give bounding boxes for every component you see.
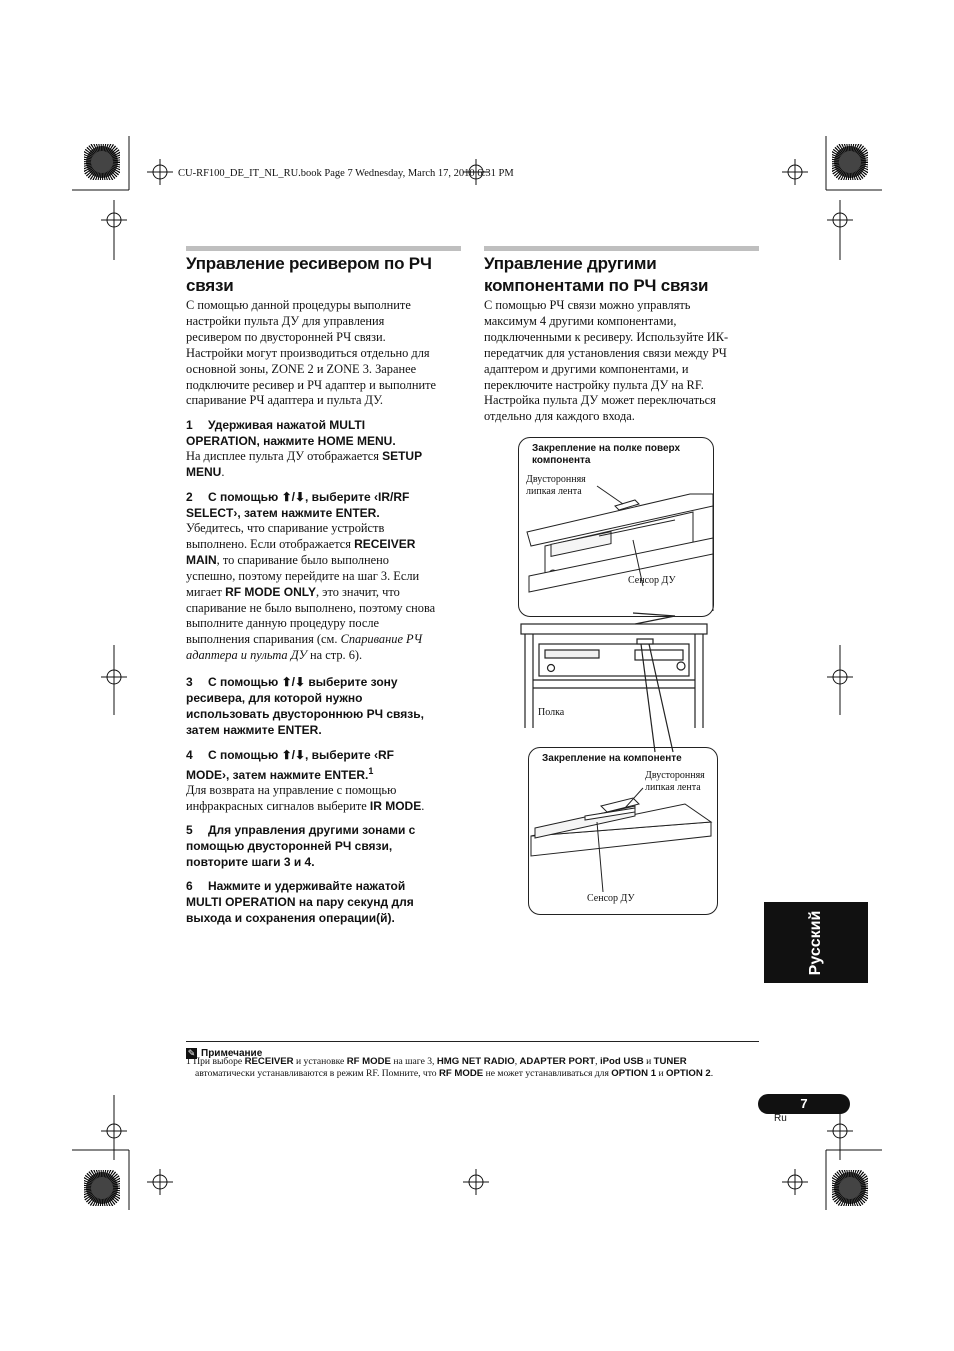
text-line: передатчик для установления связи между РЧ xyxy=(484,345,727,360)
right-intro xyxy=(484,298,769,425)
step-text: С помощью xyxy=(208,675,282,689)
note-bold-term: OPTION 2 xyxy=(665,1068,711,1079)
step-number: 5 xyxy=(186,823,193,837)
step-text: Для управления другими зонами с xyxy=(208,823,416,837)
note-pencil-icon: ✎ xyxy=(187,1047,196,1058)
note-bold-term: OPTION 1 xyxy=(611,1068,657,1079)
display-text: MAIN xyxy=(186,552,217,567)
step-text: выхода и сохранения операции(й). xyxy=(186,911,395,925)
note-text: . xyxy=(710,1068,714,1079)
note-line-1 xyxy=(186,1056,766,1068)
step-5 xyxy=(186,822,476,870)
step-number: 4 xyxy=(186,748,193,762)
step-2 xyxy=(186,489,476,664)
text: инфракрасных сигналов выберите xyxy=(186,798,370,813)
note-bold-term: RF MODE xyxy=(438,1068,484,1079)
text-line: С помощью РЧ связи можно управлять xyxy=(484,298,691,312)
text: , это значит, что xyxy=(315,584,400,599)
sensor-label-top: Сенсор ДУ xyxy=(628,575,676,586)
step-text: , выберите ‹IR/RF xyxy=(305,490,410,504)
display-text: RF MODE ONLY xyxy=(225,584,316,599)
cross-reference: Спаривание РЧ xyxy=(340,632,423,647)
text-line: отдельно для каждого входа. xyxy=(484,409,635,424)
note-text: и установке xyxy=(293,1056,347,1067)
left-section-bar xyxy=(186,246,461,251)
text-line: подключенными к ресиверу. Используйте ИК- xyxy=(484,329,729,344)
right-section-title xyxy=(484,253,764,297)
up-down-arrow-icon: ⬆/⬇ xyxy=(281,490,306,504)
note-divider xyxy=(186,1041,759,1042)
note-bold-term: RF MODE xyxy=(346,1056,391,1067)
step-text: Нажмите и удерживайте нажатой xyxy=(208,879,406,893)
text-line: спаривание не было выполнено, поэтому снова xyxy=(186,600,436,615)
note-bold-term: ADAPTER PORT xyxy=(519,1056,596,1067)
right-title-line-1: Управление другими xyxy=(484,254,657,273)
page-language: Ru xyxy=(774,1113,787,1124)
page-number: 7 xyxy=(758,1094,850,1114)
text-line: Двусторонняя xyxy=(645,770,705,781)
text-line: липкая лента xyxy=(526,486,582,497)
cross-reference: адаптера и пульта ДУ xyxy=(186,648,307,663)
text-line: максимум 4 другими компонентами, xyxy=(484,313,677,328)
step-text: С помощью xyxy=(208,748,282,762)
note-text: на шаге 3, xyxy=(390,1056,437,1067)
display-text: SETUP xyxy=(382,449,423,463)
text-line: успешно, поэтому перейдите на шаг 3. Если xyxy=(186,568,420,583)
text-line: подключите ресивер и РЧ адаптер и выполните xyxy=(186,377,437,392)
step-text: использовать двустороннюю РЧ связь, xyxy=(186,707,424,721)
text-line: ресивером по двусторонней РЧ связи. xyxy=(186,329,386,344)
up-down-arrow-icon: ⬆/⬇ xyxy=(281,675,306,689)
text: мигает xyxy=(186,584,226,599)
step-text: SELECT›, затем нажмите ENTER. xyxy=(186,506,380,520)
right-title-line-2: компонентами по РЧ связи xyxy=(484,276,709,295)
step-text: затем нажмите ENTER. xyxy=(186,723,322,737)
file-header: CU-RF100_DE_IT_NL_RU.book Page 7 Wednesday, March 17, 2010 6:31 PM xyxy=(178,168,514,179)
left-title-line-2: связи xyxy=(186,276,234,295)
step-number: 2 xyxy=(186,490,193,504)
note-line-2 xyxy=(186,1068,766,1080)
note-bold-term: HMG NET RADIO xyxy=(436,1056,515,1067)
note-text: , xyxy=(595,1056,600,1067)
note-text: 1 При выборе xyxy=(186,1056,245,1067)
text-line: компонента xyxy=(532,455,591,466)
text-line: Убедитесь, что спаривание устройств xyxy=(186,521,385,535)
text-line: Настройки могут производиться отдельно для xyxy=(186,345,430,360)
language-tab-label: Русский xyxy=(807,910,824,975)
step-text: MULTI OPERATION на пару секунд для xyxy=(186,895,414,909)
text-line: основной зоны, ZONE 2 и ZONE 3. Заранее xyxy=(186,361,417,376)
text-line: спаривание РЧ адаптера и пульта ДУ. xyxy=(186,393,384,408)
footnote-ref: 1 xyxy=(368,766,374,776)
text-line: Закрепление на полке поверх xyxy=(532,443,681,454)
text: выполнения спаривания (см. xyxy=(186,632,341,647)
note-text: и xyxy=(643,1056,654,1067)
step-text: OPERATION, нажмите HOME MENU. xyxy=(186,434,396,448)
step-text: ресивера, для которой нужно xyxy=(186,691,363,705)
note-bold-term: iPod USB xyxy=(599,1056,644,1067)
step-text: выберите зону xyxy=(305,675,398,689)
step-3 xyxy=(186,674,476,738)
step-4 xyxy=(186,747,476,815)
text: . xyxy=(221,464,225,479)
top-callout-title xyxy=(532,443,712,467)
step-number: 6 xyxy=(186,879,193,893)
text: . xyxy=(421,798,425,813)
tape-label-bottom xyxy=(645,770,705,794)
note-footnote xyxy=(186,1056,766,1080)
left-intro xyxy=(186,298,476,409)
step-1 xyxy=(186,417,476,481)
step-text: повторите шаги 3 и 4. xyxy=(186,855,315,869)
left-section-title xyxy=(186,253,466,297)
step-number: 3 xyxy=(186,675,193,689)
note-bold-term: RECEIVER xyxy=(244,1056,294,1067)
note-bold-term: TUNER xyxy=(653,1056,687,1067)
bottom-callout-title: Закрепление на компоненте xyxy=(542,753,682,764)
up-down-arrow-icon: ⬆/⬇ xyxy=(281,748,306,762)
left-title-line-1: Управление ресивером по РЧ xyxy=(186,254,432,273)
note-heading-text: Примечание xyxy=(201,1047,263,1059)
step-6 xyxy=(186,878,476,926)
language-tab xyxy=(764,902,868,983)
text-line: липкая лента xyxy=(645,782,701,793)
note-text: и xyxy=(656,1068,666,1079)
sensor-label-bottom: Сенсор ДУ xyxy=(587,893,635,904)
note-text: не может устанавливаться для xyxy=(483,1068,612,1079)
text: На дисплее пульта ДУ отображается xyxy=(186,449,383,463)
display-text: IR MODE xyxy=(369,798,422,813)
text-line: Настройка пульта ДУ может переключаться xyxy=(484,393,716,408)
text-line: настройки пульта ДУ для управления xyxy=(186,313,385,328)
text-line: Двусторонняя xyxy=(526,474,586,485)
text: , то спаривание было выполнено xyxy=(216,552,389,567)
step-number: 1 xyxy=(186,418,193,432)
display-text: MENU xyxy=(186,464,222,479)
step-text: MODE›, затем нажмите ENTER. xyxy=(186,768,369,782)
text: на стр. 6). xyxy=(306,648,363,663)
step-text: , выберите ‹RF xyxy=(305,748,394,762)
text-line: С помощью данной процедуры выполните xyxy=(186,298,411,312)
right-section-bar xyxy=(484,246,759,251)
step-text: С помощью xyxy=(208,490,282,504)
note-text: , xyxy=(514,1056,520,1067)
display-text: RECEIVER xyxy=(354,536,416,551)
note-text: автоматически устанавливаются в режим RF. Помните, что xyxy=(195,1068,439,1079)
text-line: переключите настройку пульта ДУ на RF. xyxy=(484,377,704,392)
shelf-label: Полка xyxy=(538,707,565,718)
text-line: выполните данную процедуру после xyxy=(186,616,380,631)
tape-label-top xyxy=(526,474,586,498)
step-text: Удерживая нажатой MULTI xyxy=(208,418,366,432)
text: выполнено. Если отображается xyxy=(186,536,355,551)
text-line: адаптером и другими компонентами, и xyxy=(484,361,689,376)
step-text: помощью двусторонней РЧ связи, xyxy=(186,839,393,853)
text-line: Для возврата на управление с помощью xyxy=(186,783,397,797)
